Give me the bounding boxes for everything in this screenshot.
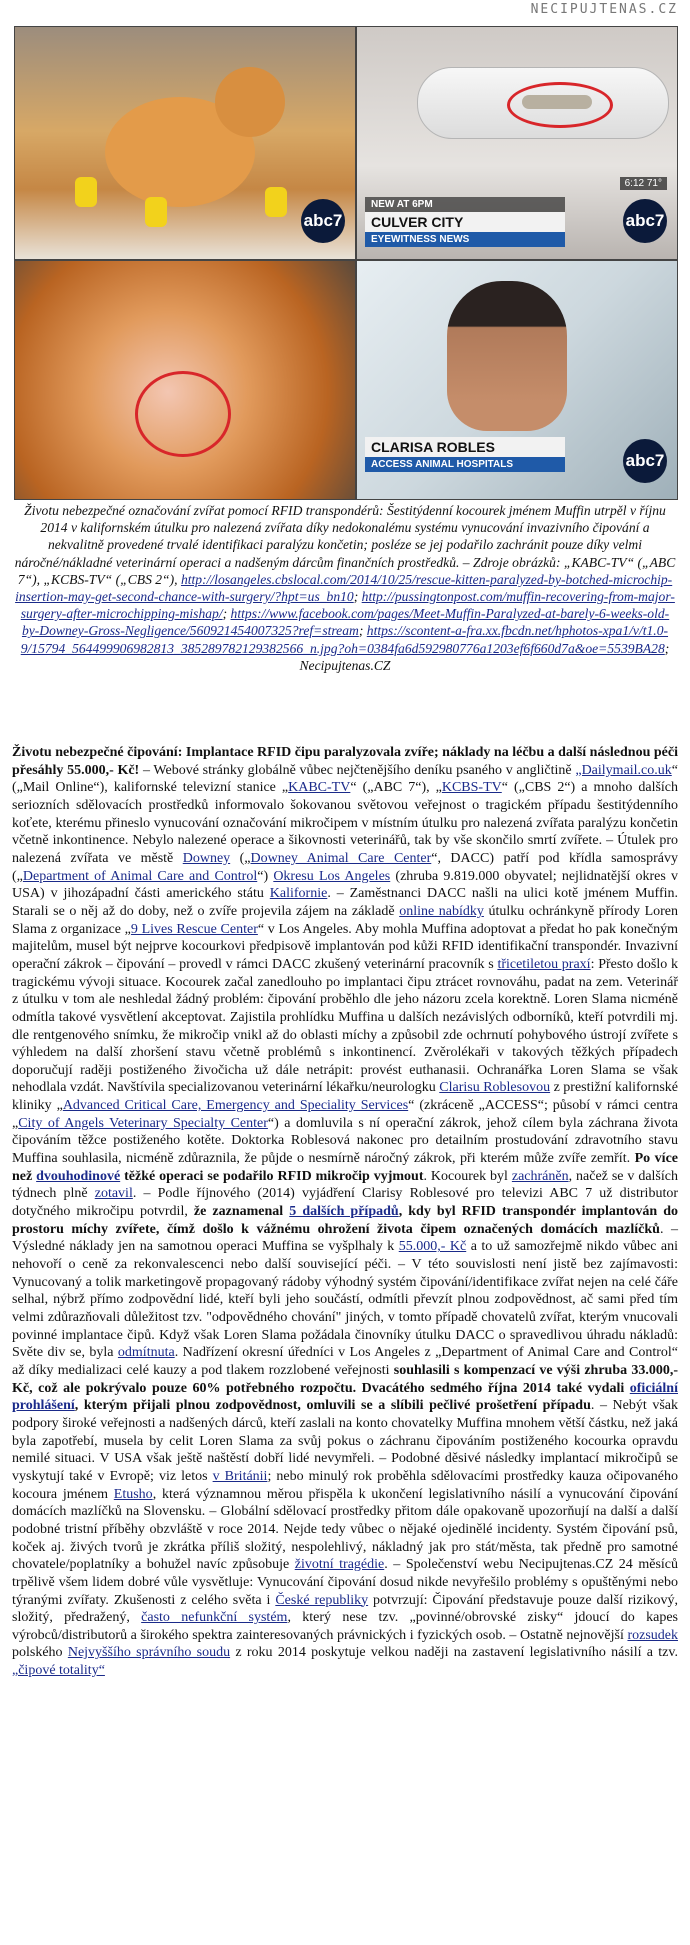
- body-text: “ („Mail Online“), kalifornské televizní stanice „: [12, 762, 678, 796]
- news-lower-third: [365, 197, 565, 245]
- body-text: : Přesto došlo k tragickému vývoji situace. Kocourek začal zanedlouho po implantaci čipu ztrácet rovnováhu, padat na zem. Veterinář z útulku v tom ale neshledal žádný problém: čipování proběhlo dle jeho názoru zcela korektně. Loren Slama nicméně odmítla takové vysvětlení akceptovat. Zajistila prohlídku Muffina u dalších nezávislých odborníků, kteří potvrdili mj. dle rentgenového snímku, že mikročip vnikl až do oblasti míchy a způsobil zde ochrnutí pohybového ústrojí zvířete s výhledem na další zhoršení stavu včetně problémů s inkontinencí. Zvěrolékaři v takových těžkých případech doporučují raději postiženého živočicha už dále netrápit: provést euthanasii. Ochranářka Loren Slama se však nehodlala vzdát. Navštívila specializovanou veterinární lékařku/neurologku: [12, 956, 678, 1096]
- link-downey[interactable]: Downey: [182, 850, 231, 866]
- link-odmitnuta[interactable]: odmítnuta: [117, 1345, 175, 1361]
- photo-kitten-wound: [14, 260, 356, 500]
- site-watermark: NECIPUJTENAS.CZ: [530, 2, 678, 17]
- link-access[interactable]: Advanced Critical Care, Emergency and Speciality Services: [62, 1098, 409, 1114]
- link-nefunkcni[interactable]: často nefunkční systém: [141, 1610, 288, 1626]
- body-text: , která významnou měrou přispěla k ukončení legislativního násilí a vynucování čipování domácích mazlíčků na Slovensku. – Globální sdělovací prostředky přitom dále opakovaně upozorňují na další a další podobné tristní příběhy obzvláště v roce 2014. Nejde tedy vůbec o nějaké ojedinělé incidenty. Systém čipování psů, koček aj. živých tvorů je zkrátka příliš složitý, nespolehlivý, nákladný jak pro stát/města, tak předně pro samotné chovatele/poplatníky a bohužel navíc způsobuje: [12, 1486, 678, 1573]
- link-britanie[interactable]: v Británii: [212, 1468, 268, 1484]
- link-kcbs[interactable]: KCBS-TV: [441, 780, 502, 796]
- link-prohlaseni[interactable]: oficiální prohlášení: [12, 1380, 678, 1414]
- caption-link-fbcdn[interactable]: https://scontent-a-fra.xx.fbcdn.net/hphotos-xpa1/v/t1.0-9/15794_564499906982813_385289782129382566_n.jpg?oh=0384fa6d592980776a1203ef6f660d7a&oe=5539BA28: [20, 623, 669, 656]
- bandage-shape: [75, 177, 97, 207]
- body-text: “ (zkráceně „ACCESS“; působí v rámci centra „: [12, 1098, 678, 1131]
- bandage-shape: [145, 197, 167, 227]
- link-city-of-angels[interactable]: City of Angels Veterinary Specialty Center: [18, 1115, 268, 1131]
- link-rozsudek[interactable]: rozsudek: [627, 1627, 678, 1643]
- body-text: . Nadřízení okresní úředníci v Los Angeles z „Department of Animal Care and Control“ až díky medializaci celé kauzy a pod tlakem rozzlobené veřejnosti: [12, 1345, 678, 1378]
- link-nabidky[interactable]: online nabídky: [399, 903, 484, 919]
- link-etusho[interactable]: Etusho: [113, 1486, 153, 1502]
- article-headline: Životu nebezpečné čipování: Implantace RFID čipu paralyzovala zvíře; náklady na léčbu a další následnou péči přesáhly 55.000,- Kč!: [12, 745, 678, 778]
- body-text: . – Nebýt však podpory široké veřejnosti a nadšených dárců, kteří zaslali na konto chovatelky Muffina mnohem větší částku, než jaká byla zapotřebí, musela by celit Loren Slama za svůj pokus o záchranu čipováním postiženého kocourka opravdu nemilé situaci. V USA však ještě naštěstí dobří lidé nevymřeli. – Podobné děsivé následky implantací mikročipů se vyskytují také v Evropě; viz letos: [12, 1398, 678, 1484]
- body-text: útulku ochránkyně přírody Loren Slama z organizace „: [12, 903, 678, 937]
- person-shape: [447, 281, 567, 431]
- caption-link-cbs[interactable]: http://losangeles.cbslocal.com/2014/10/25/rescue-kitten-paralyzed-by-botched-microchip-insertion-may-get-second-chance-with-surgery/?hpt=us_bn10: [15, 571, 673, 605]
- body-text: , načež se v dalších týdnech plně: [12, 1168, 678, 1202]
- body-text: ; nebo minulý rok proběhla sdělovacími prostředky kauza očipovaného kocoura jménem: [12, 1468, 678, 1502]
- article-body: [12, 744, 678, 1680]
- lower-third-affiliation: ACCESS ANIMAL HOSPITALS: [365, 457, 565, 472]
- link-praxe[interactable]: třicetiletou praxí: [497, 956, 591, 972]
- lower-third-name: CLARISA ROBLES: [365, 437, 565, 457]
- body-text: , který nese tzv. „povinné/obrovské zisky“ jdoucí do kapes výrobců/distributorů a širokého spektra zainteresovaných právnických i fyzických osob. – Ostatně nejnovější: [12, 1610, 678, 1643]
- highlight-ring: [135, 371, 231, 457]
- link-dailymail[interactable]: „Dailymail.co.uk: [575, 762, 672, 778]
- body-text: . Kocourek byl: [423, 1168, 512, 1184]
- body-text: . – Společenství webu Necipujtenas.CZ 24 měsíců trpělivě všem lidem dobré vůle vysvětluje: Vynucování čipování dosud nikde nevyřešilo problémy s opuštěnými nebo týranými zvířaty. Zkušenosti z celého světa i: [12, 1557, 678, 1608]
- body-text: . – Výsledné náklady jen na samotnou operaci Muffina se vyšplhaly k: [12, 1221, 678, 1255]
- body-bold: že zaznamenal: [193, 1204, 290, 1220]
- body-text: a to už samozřejmě nikdo vůbec ani nehovoří o ceně za rekonvalescenci nebo další související péči. – V této souvislosti není jistě bez zajímavosti: Vynucovaný a tolik marketingově propagovaný rádoby výhodný systém čipování/identifikace zvířat nejen na celé čáře selhal, nýbrž přímo zodpovědní lidé, kteří byli jeho součástí, odmítli převzít plnou zodpovědnost, ač sami před tím velmi zdůrazňovali důležitost tzv. "odpovědného chování" jiných, v tomto případě chovatelů zvířat, kterým vnucovali povinné implantace čipů. Když však Loren Slama požádala činovníky útulku DACC o spravedlivou úhradu nákladů: Světe div se, byla: [12, 1239, 678, 1361]
- link-okres[interactable]: Okresu Los Angeles: [273, 868, 391, 884]
- link-dvouhodinove[interactable]: dvouhodinové: [36, 1168, 121, 1184]
- body-text: polského: [12, 1645, 68, 1661]
- body-bold: těžké operaci se podařilo RFID mikročip vyjmout: [120, 1168, 424, 1184]
- body-text: („: [230, 850, 251, 866]
- link-department[interactable]: Department of Animal Care and Control: [22, 868, 258, 884]
- link-ceska-republika[interactable]: České republiky: [275, 1592, 369, 1608]
- body-text: “ v Los Angeles. Aby mohla Muffina adoptovat a předat ho pak konečným majitelům, musel být nejprve kocourkovi předpisově implantován pod kůži RFID identifikační transpondér. Invazivní operační zákrok – čipování – provedl v rámci DACC zkušený veterinární pracovník s: [12, 921, 679, 972]
- kitten-head-shape: [215, 67, 285, 137]
- lower-third-location: CULVER CITY: [365, 212, 565, 232]
- caption-link-facebook[interactable]: https://www.facebook.com/pages/Meet-Muffin-Paralyzed-at-barely-6-weeks-old-by-Downey-Gross-Negligence/560921454007325?ref=stream: [21, 606, 670, 639]
- caption-text: Životu nebezpečné označování zvířat pomocí RFID transpondérů: Šestitýdenní kocourek jménem Muffin utrpěl v říjnu 2014 v kalifornském útulku pro nalezená zvířata díky nedokonalému systému vynucování invazivního čipování a nekvalitně provedené trvalé identifikaci paralýzu končetin; posléze se jej podařilo zachránit pouze díky velmi náročné/nákladné veterinární operaci a nadšeným dárcům finančních prostředků. – Zdroje obrázků: „KABC-TV“ („ABC 7“), „KCBS-TV“ („CBS 2“),: [14, 503, 676, 587]
- link-55000[interactable]: 55.000,- Kč: [398, 1239, 467, 1255]
- link-9lives[interactable]: 9 Lives Rescue Center: [130, 921, 258, 937]
- caption-link-pussington[interactable]: http://pussingtonpost.com/muffin-recovering-from-major-surgery-after-microchipping-mishap/: [20, 589, 675, 622]
- photo-kitten-bandaged: [14, 26, 356, 260]
- abc7-logo: abc7: [301, 199, 345, 243]
- body-text: “, DACC) patří pod křídla samosprávy („: [12, 850, 678, 884]
- lower-third-program: EYEWITNESS NEWS: [365, 232, 565, 247]
- link-dacc[interactable]: Downey Animal Care Center: [250, 850, 432, 866]
- body-text: “) a domluvila s ní operační zákrok, jehož cílem byla záchrana života čipováním těžce postiženého kotěte. Doktorka Roblesová nakonec pro detailním prostudování zdravotního stavu Muffina souhlasila, nicméně zdůraznila, že půjde o nesmírně náročný zákrok, při kterém může zvíře zemřít.: [12, 1115, 678, 1167]
- body-bold: , kdy byl RFID transpondér implantován do prostoru míchy zvířete, čímž došlo k vážnému ohrožení života čipem označených domácích mazlíčků: [12, 1204, 678, 1237]
- link-zachranen[interactable]: zachráněn: [511, 1168, 569, 1184]
- photo-microchip: [356, 26, 678, 260]
- link-tragedie[interactable]: životní tragédie: [294, 1557, 385, 1573]
- lower-third-top: NEW AT 6PM: [365, 197, 565, 212]
- photo-caption: Životu nebezpečné označování zvířat pomocí RFID transpondérů: Šestitýdenní kocourek jménem Muffin utrpěl v říjnu 2014 v kalifornském útulku pro nalezená zvířata díky nedokonalému systému vynucování invazivního čipování a nekvalitně provedené trvalé identifikaci paralýzu končetin; posléze se jej podařilo zachránit pouze díky velmi náročné/nákladné veterinární operaci a nadšeným dárcům finančních prostředků. – Zdroje obrázků: „KABC-TV“ („ABC 7“), „KCBS-TV“ („CBS 2“), http://losangeles.cbslocal.com/2014/10/25/rescue-kitten-paralyzed-by-botched-microchip-insertion-may-get-second-chance-with-surgery/?hpt=us_bn10; http://pussingtonpost.com/muffin-recovering-from-major-surgery-after-microchipping-mishap/; https://www.facebook.com/pages/Meet-Muffin-Paralyzed-at-barely-6-weeks-old-by-Downey-Gross-Negligence/560921454007325?ref=stream; https://scontent-a-fra.xx.fbcdn.net/hphotos-xpa1/v/t1.0-9/15794_564499906982813_385289782129382566_n.jpg?oh=0384fa6d592980776a1203ef6f660d7a&oe=5539BA28; Necipujtenas.CZ: [14, 503, 676, 673]
- body-text: z prestižní kalifornské kliniky „: [12, 1080, 678, 1114]
- body-text: “): [257, 868, 274, 884]
- abc7-logo: abc7: [623, 199, 667, 243]
- body-text: . – Podle říjnového (2014) vyjádření Clarisy Roblesové pro televizi ABC 7 už distributor dotyčného mikročipu potvrdil,: [12, 1186, 678, 1220]
- body-text: z roku 2014 poskytuje velkou naději na zastavení legislativního násilí a tzv.: [230, 1645, 678, 1661]
- abc7-logo: abc7: [623, 439, 667, 483]
- caption-end: ; Necipujtenas.CZ: [299, 640, 670, 673]
- highlight-ring: [507, 82, 613, 128]
- link-clarisa[interactable]: Clarisu Roblesovou: [439, 1080, 551, 1096]
- body-bold: souhlasili s kompenzací ve výši zhruba 33.000,- Kč, což ale pokrývalo pouze 60% potřebného rozpočtu. Dvacátého sedmého října 2014 také vydali: [12, 1362, 678, 1396]
- bandage-shape: [265, 187, 287, 217]
- body-text: “ („CBS 2“) a mnoho dalších seriozních sdělovacích prostředků informovalo šokovanou světovou veřejnost o tragickém případu šestitýdenního koťete, kterému přineslo vynucování označování mikročipem v místním útulku pro nalezená zvířata paralýzu končetin včetně inkontinence. Nebylo nalezené operace a šikovnosti veterinářů, tak by vše skončilo smrtí zvířete. – Útulek pro nalezená zvířata ve městě: [12, 780, 679, 866]
- body-text: – Webové stránky globálně vůbec nejčtenějšího deníku psaného v angličtině: [139, 762, 576, 778]
- time-temperature: 6:12 71°: [620, 177, 667, 190]
- body-bold: Po více než: [12, 1151, 678, 1184]
- link-kabc[interactable]: KABC-TV: [288, 780, 351, 796]
- body-text: potvrzují: Čipování představuje pouze další rizikový, složitý, předražený,: [12, 1592, 678, 1626]
- body-text: (zhruba 9.819.000 obyvatel; nejlidnatější okres v USA) v jihozápadní části amerického státu: [12, 868, 678, 902]
- body-text: . – Zaměstnanci DACC našli na ulici kotě jménem Muffin. Starali se o něj až do doby, než o zvíře projevila zájem na základě: [12, 886, 678, 919]
- photo-collage: [14, 26, 676, 498]
- link-soud[interactable]: Nejvyššího správního soudu: [67, 1645, 231, 1661]
- link-zotavil[interactable]: zotavil: [94, 1186, 133, 1202]
- link-totalita[interactable]: „čipové totality“: [12, 1663, 105, 1679]
- link-5-pripadu[interactable]: 5 dalších případů: [289, 1204, 399, 1220]
- body-bold: , kterým přijali plnou zodpovědnost, omluvili se a slíbili pečlivé prošetření případu: [74, 1398, 591, 1414]
- body-text: “ („ABC 7“), „: [350, 780, 442, 796]
- link-kalifornie[interactable]: Kalifornie: [269, 886, 328, 902]
- photo-veterinarian: [356, 260, 678, 500]
- news-lower-third: [365, 437, 565, 477]
